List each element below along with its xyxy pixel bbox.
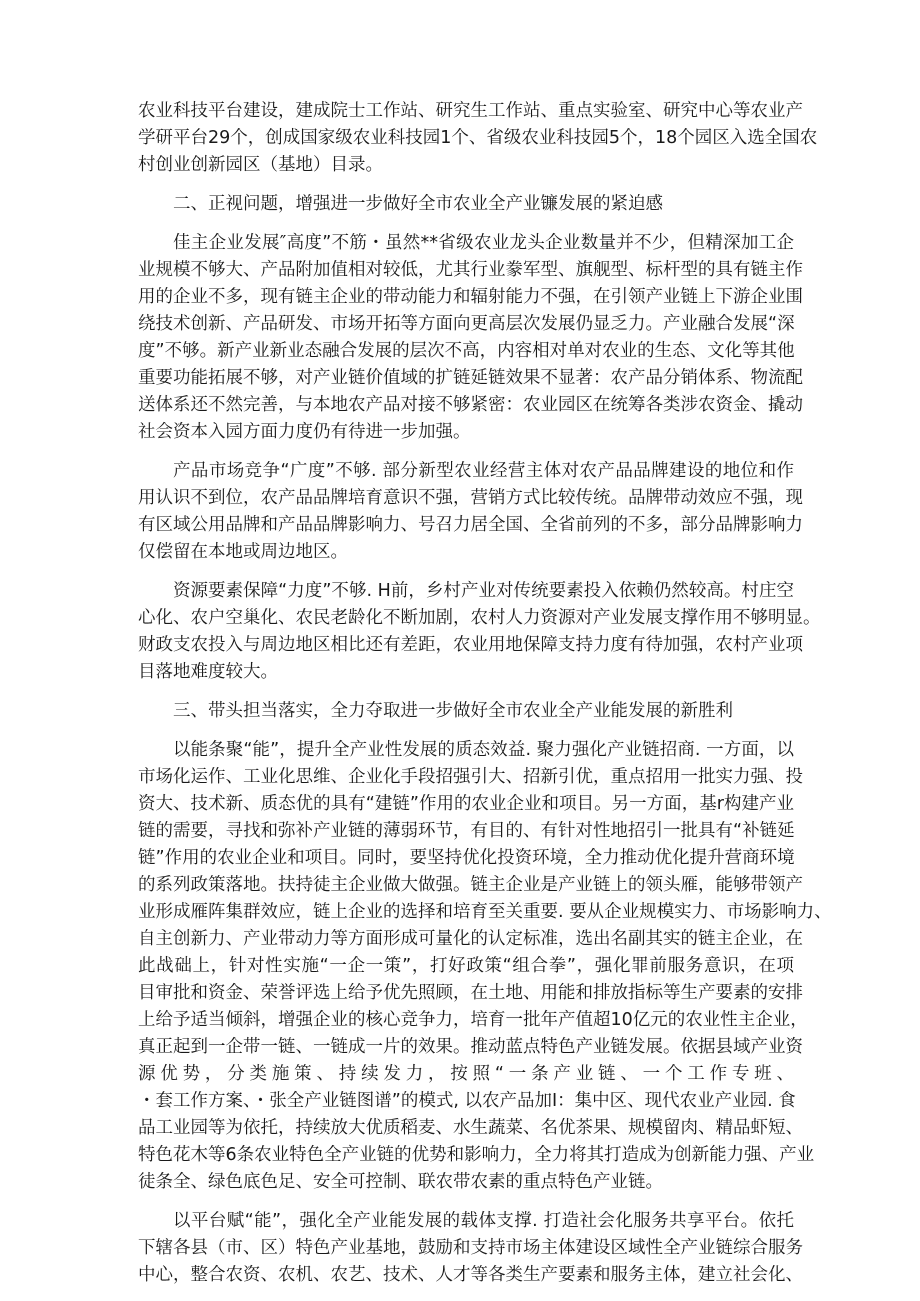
text-line: 以平台赋“能”，强化全产业能发展的载体支撑. 打造社会化服务共享平台。依托	[173, 1211, 794, 1231]
text-line: 特色花木等6条农业特色全产业链的优势和影响力，全力将其打造成为创新能力强、产业	[138, 1145, 815, 1165]
text-line: 学研平台29个，创成国家级农业科技园1个、省级农业科技园5个，18个园区入选全国农	[138, 128, 818, 148]
section-heading-3: 三、带头担当落实，全力夺取进一步做好全市农业全产业能发展的新胜利	[173, 701, 733, 721]
paragraph-industry-chain	[138, 737, 832, 1196]
text-line: 重要功能拓展不够，对产业链价值域的扩链延链效果不显著：农产品分销体系、物流配	[138, 368, 803, 388]
text-line: 绕技术创新、产品研发、市场开拓等方面向更高层次发展仍显乏力。产业融合发展“深	[138, 314, 795, 334]
text-line: 产品市场竞争“广度”不够. 部分新型农业经营主体对农产品品牌建设的地位和作	[173, 461, 794, 481]
section-heading-2: 二、正视问题，增强进一步做好全市农业全产业镰发展的紧迫感	[173, 194, 663, 214]
text-line: 资源要素保障“力度”不够. H前，乡村产业对传统要素投入依赖仍然较高。村庄空	[173, 581, 794, 601]
text-line: 链的需要，寻找和弥补产业链的薄弱环节，有目的、有针对性地招引一批具有“补链延	[138, 821, 795, 841]
text-line: 源优势，分类施策、持续发力，按照“一条产业链、一个工作专班、	[138, 1064, 794, 1084]
text-line: 下辖各县（市、区）特色产业基地，鼓励和支持市场主体建设区域性全产业链综合服务	[138, 1238, 803, 1258]
text-line: 自主创新力、产业带动力等方面形成可量化的认定标准，选出名副其实的链主企业，在	[138, 929, 803, 949]
text-line: 用认识不到位，农产品品牌培育意识不强，营销方式比较传统。品牌带动效应不强，现	[138, 488, 803, 508]
text-line: 链”作用的农业企业和项目。同时，要坚持优化投资环境，全力推动优化提升营商环境	[138, 848, 795, 868]
text-line: 用的企业不多，现有链主企业的带动能力和辐射能力不强，在引领产业链上下游企业围	[138, 287, 803, 307]
text-line: 以能条聚“能”，提升全产业性发展的质态效益. 聚力强化产业链招商. 一方面，以	[173, 740, 794, 760]
text-line: 农业科技平台建设，建成院士工作站、研究生工作站、重点实验室、研究中心等农业产	[138, 101, 803, 121]
text-line: 仅偿留在本地或周边地区。	[138, 542, 348, 562]
text-line: 品工业园等为依托，持续放大优质稻麦、水生蔬菜、名优茶果、规模留肉、精品虾短、	[138, 1118, 803, 1138]
text-line: 送体系还不然完善，与本地农产品对接不够紧密：农业园区在统筹各类涉农资金、撬动	[138, 395, 803, 415]
document-page	[138, 98, 832, 1289]
text-line: 市场化运作、工业化思维、企业化手段招强引大、招新引优，重点招用一批实力强、投	[138, 767, 803, 787]
text-line: 社会资本入园方面力度仍有待进一步加强。	[138, 422, 471, 442]
paragraph-resource-guarantee	[138, 578, 821, 686]
text-line: 的系列政策落地。扶持徒主企业做大做强。链主企业是产业链上的领头雁，能够带领产	[138, 875, 803, 895]
text-line: 此战础上，针对性实施“一企一策”，打好政策“组合拳”，强化罪前服务意识，在项	[138, 956, 794, 976]
text-line: 业形成雁阵集群效应，链上企业的选择和培育至关重要. 要从企业规模实力、市场影响力、	[138, 902, 832, 922]
text-line: 真正起到一企带一链、一链成一片的效果。推动蓝点特色产业链发展。依据县域产业资	[138, 1037, 803, 1057]
text-line: 中心，整合农资、农机、农艺、技术、人才等各类生产要素和服务主体，建立社会化、	[138, 1265, 803, 1285]
text-line: 目审批和资金、荣誉评选上给予优先照顾，在土地、用能和排放指标等生产要素的安排	[138, 983, 803, 1003]
text-line: 财政支农投入与周边地区相比还有差距，农业用地保障支持力度有待加强，农村产业项	[138, 635, 803, 655]
paragraph-market-competition	[138, 458, 803, 566]
paragraph-chain-leader	[138, 230, 803, 446]
text-line: 业规模不够大、产品附加值相对较低，尤其行业豢军型、旗舰型、标杆型的具有链主作	[138, 260, 803, 280]
text-line: 资大、技术新、质态优的具有“建链”作用的农业企业和项目。另一方面，基r构建产业	[138, 794, 794, 814]
text-line: 村创业创新园区（基地）目录。	[138, 155, 383, 175]
text-line: 心化、农户空巢化、农民老龄化不断加剧，农村人力资源对产业发展支撑作用不够明显。	[138, 608, 821, 628]
text-line: 佳主企业发展″高度”不筋・虽然**省级农业龙头企业数量并不少，但精深加工企	[173, 233, 794, 253]
text-line: 度”不够。新产业新业态融合发展的层次不高，内容相对单对农业的生态、文化等其他	[138, 341, 795, 361]
text-line: 有区域公用品牌和产品品牌影响力、号召力居全国、全省前列的不多，部分品牌影响力	[138, 515, 803, 535]
text-line: 目落地难度较大。	[138, 662, 278, 682]
text-line: 上给予适当倾斜，增强企业的核心竞争力，培育一批年产值超10亿元的农业性主企业，	[138, 1010, 808, 1030]
paragraph-intro	[138, 98, 818, 179]
text-line: ・套工作方案、・张全产业链图谱”的模式, 以农产品加I：集中区、现代农业产业园. 食	[138, 1091, 796, 1111]
paragraph-platform	[138, 1208, 803, 1289]
text-line: 徒条全、绿色底色足、安全可控制、联农带农素的重点特色产业链。	[138, 1172, 663, 1192]
